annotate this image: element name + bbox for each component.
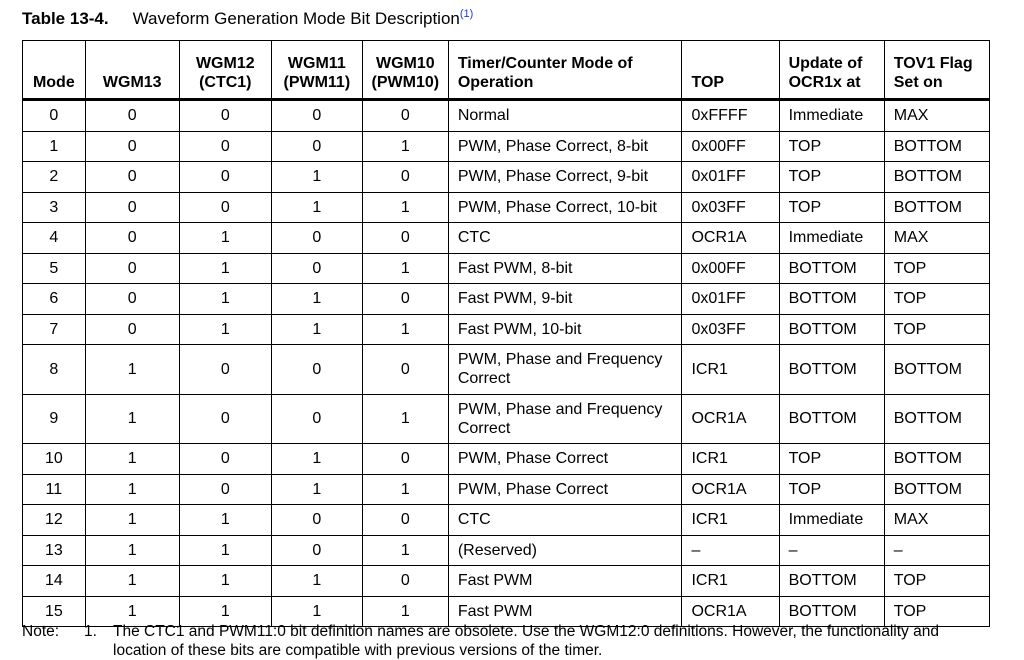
cell-mode: 13 xyxy=(23,535,86,566)
header-wgm13: WGM13 xyxy=(85,41,179,100)
cell-tov1-flag: BOTTOM xyxy=(884,394,989,444)
cell-mode: 14 xyxy=(23,566,86,597)
cell-wgm11: 0 xyxy=(271,131,362,162)
cell-top: ICR1 xyxy=(682,444,779,475)
cell-top: 0x00FF xyxy=(682,253,779,284)
cell-operation: CTC xyxy=(448,505,682,536)
cell-top: 0x03FF xyxy=(682,314,779,345)
cell-wgm11: 1 xyxy=(271,596,362,627)
cell-mode: 8 xyxy=(23,345,86,395)
header-mode: Mode xyxy=(23,41,86,100)
cell-wgm10: 1 xyxy=(362,474,448,505)
cell-top: 0x01FF xyxy=(682,284,779,315)
table-row xyxy=(23,535,990,566)
footnote-ref-link[interactable]: (1) xyxy=(459,8,474,20)
cell-tov1-flag: – xyxy=(884,535,989,566)
cell-tov1-flag: BOTTOM xyxy=(884,131,989,162)
cell-tov1-flag: BOTTOM xyxy=(884,474,989,505)
waveform-mode-table xyxy=(22,40,990,627)
table-row xyxy=(23,314,990,345)
cell-wgm12: 1 xyxy=(179,253,271,284)
cell-wgm11: 0 xyxy=(271,223,362,254)
cell-top: ICR1 xyxy=(682,566,779,597)
table-title: Waveform Generation Mode Bit Description xyxy=(132,9,460,28)
cell-wgm11: 1 xyxy=(271,314,362,345)
table-row xyxy=(23,192,990,223)
cell-wgm12: 0 xyxy=(179,474,271,505)
cell-wgm13: 0 xyxy=(85,100,179,132)
cell-wgm12: 0 xyxy=(179,444,271,475)
cell-mode: 0 xyxy=(23,100,86,132)
cell-mode: 1 xyxy=(23,131,86,162)
cell-operation: PWM, Phase Correct, 10-bit xyxy=(448,192,682,223)
table-row xyxy=(23,223,990,254)
cell-wgm12: 1 xyxy=(179,566,271,597)
table-row xyxy=(23,284,990,315)
cell-wgm11: 1 xyxy=(271,444,362,475)
cell-wgm13: 1 xyxy=(85,505,179,536)
note-text: The CTC1 and PWM11:0 bit definition names are obsolete. Use the WGM12:0 definitions. However, the functionality and location of these bits are compatible with previous versions of the timer. xyxy=(113,623,939,659)
cell-top: OCR1A xyxy=(682,474,779,505)
header-row xyxy=(23,41,990,100)
header-wgm10: WGM10 (PWM10) xyxy=(362,41,448,100)
cell-wgm11: 1 xyxy=(271,192,362,223)
cell-wgm11: 1 xyxy=(271,474,362,505)
header-wgm11: WGM11 (PWM11) xyxy=(271,41,362,100)
cell-wgm10: 0 xyxy=(362,284,448,315)
cell-wgm11: 0 xyxy=(271,535,362,566)
cell-wgm10: 0 xyxy=(362,162,448,193)
cell-wgm11: 1 xyxy=(271,162,362,193)
cell-wgm13: 1 xyxy=(85,596,179,627)
cell-wgm10: 1 xyxy=(362,314,448,345)
cell-operation: Fast PWM, 8-bit xyxy=(448,253,682,284)
table-row xyxy=(23,505,990,536)
cell-top: 0x03FF xyxy=(682,192,779,223)
cell-wgm10: 1 xyxy=(362,535,448,566)
table-row xyxy=(23,100,990,132)
cell-top: OCR1A xyxy=(682,596,779,627)
cell-update-ocr1x: BOTTOM xyxy=(779,596,884,627)
table-body xyxy=(23,100,990,627)
note-label: Note: xyxy=(22,623,60,640)
header-update-ocr1x: Update of OCR1x at xyxy=(779,41,884,100)
cell-operation: PWM, Phase Correct, 8-bit xyxy=(448,131,682,162)
cell-update-ocr1x: Immediate xyxy=(779,100,884,132)
cell-tov1-flag: BOTTOM xyxy=(884,444,989,475)
cell-wgm11: 0 xyxy=(271,253,362,284)
cell-wgm11: 0 xyxy=(271,505,362,536)
cell-wgm10: 0 xyxy=(362,100,448,132)
cell-operation: Fast PWM xyxy=(448,596,682,627)
cell-tov1-flag: TOP xyxy=(884,314,989,345)
cell-update-ocr1x: Immediate xyxy=(779,505,884,536)
cell-wgm13: 1 xyxy=(85,444,179,475)
cell-mode: 9 xyxy=(23,394,86,444)
cell-wgm12: 1 xyxy=(179,223,271,254)
header-wgm12: WGM12 (CTC1) xyxy=(179,41,271,100)
cell-wgm10: 1 xyxy=(362,131,448,162)
cell-update-ocr1x: TOP xyxy=(779,131,884,162)
cell-operation: Fast PWM, 9-bit xyxy=(448,284,682,315)
table-number: Table 13-4. xyxy=(22,9,109,28)
cell-top: 0x00FF xyxy=(682,131,779,162)
cell-top: OCR1A xyxy=(682,223,779,254)
note-index: 1. xyxy=(84,623,97,640)
cell-wgm12: 0 xyxy=(179,162,271,193)
cell-wgm11: 1 xyxy=(271,566,362,597)
cell-tov1-flag: MAX xyxy=(884,505,989,536)
cell-update-ocr1x: BOTTOM xyxy=(779,345,884,395)
cell-top: ICR1 xyxy=(682,345,779,395)
cell-update-ocr1x: Immediate xyxy=(779,223,884,254)
cell-tov1-flag: MAX xyxy=(884,100,989,132)
cell-mode: 3 xyxy=(23,192,86,223)
cell-wgm13: 0 xyxy=(85,192,179,223)
cell-wgm10: 0 xyxy=(362,223,448,254)
cell-mode: 15 xyxy=(23,596,86,627)
cell-wgm12: 0 xyxy=(179,394,271,444)
cell-tov1-flag: BOTTOM xyxy=(884,162,989,193)
cell-update-ocr1x: BOTTOM xyxy=(779,394,884,444)
cell-tov1-flag: MAX xyxy=(884,223,989,254)
cell-mode: 7 xyxy=(23,314,86,345)
cell-wgm13: 0 xyxy=(85,314,179,345)
cell-wgm13: 0 xyxy=(85,253,179,284)
cell-wgm13: 1 xyxy=(85,394,179,444)
cell-tov1-flag: TOP xyxy=(884,596,989,627)
cell-tov1-flag: TOP xyxy=(884,253,989,284)
cell-mode: 12 xyxy=(23,505,86,536)
table-row xyxy=(23,474,990,505)
cell-update-ocr1x: TOP xyxy=(779,192,884,223)
cell-wgm10: 1 xyxy=(362,253,448,284)
cell-wgm12: 1 xyxy=(179,505,271,536)
cell-operation: (Reserved) xyxy=(448,535,682,566)
cell-update-ocr1x: BOTTOM xyxy=(779,314,884,345)
cell-tov1-flag: BOTTOM xyxy=(884,345,989,395)
cell-top: 0xFFFF xyxy=(682,100,779,132)
cell-operation: PWM, Phase Correct xyxy=(448,444,682,475)
cell-tov1-flag: BOTTOM xyxy=(884,192,989,223)
cell-wgm10: 0 xyxy=(362,505,448,536)
cell-tov1-flag: TOP xyxy=(884,284,989,315)
cell-wgm13: 0 xyxy=(85,131,179,162)
cell-wgm10: 1 xyxy=(362,394,448,444)
cell-operation: Fast PWM, 10-bit xyxy=(448,314,682,345)
table-row xyxy=(23,131,990,162)
cell-mode: 11 xyxy=(23,474,86,505)
cell-wgm12: 1 xyxy=(179,535,271,566)
cell-top: ICR1 xyxy=(682,505,779,536)
header-tov1-flag: TOV1 Flag Set on xyxy=(884,41,989,100)
cell-wgm12: 1 xyxy=(179,596,271,627)
cell-wgm10: 1 xyxy=(362,192,448,223)
cell-wgm13: 0 xyxy=(85,162,179,193)
cell-mode: 2 xyxy=(23,162,86,193)
cell-operation: PWM, Phase Correct xyxy=(448,474,682,505)
cell-mode: 5 xyxy=(23,253,86,284)
cell-operation: Fast PWM xyxy=(448,566,682,597)
cell-wgm13: 0 xyxy=(85,223,179,254)
cell-top: 0x01FF xyxy=(682,162,779,193)
cell-top: – xyxy=(682,535,779,566)
cell-operation: PWM, Phase Correct, 9-bit xyxy=(448,162,682,193)
cell-operation: Normal xyxy=(448,100,682,132)
cell-wgm10: 0 xyxy=(362,444,448,475)
header-mode-of-operation: Timer/Counter Mode of Operation xyxy=(448,41,682,100)
cell-wgm12: 0 xyxy=(179,192,271,223)
table-row xyxy=(23,345,990,395)
cell-wgm11: 1 xyxy=(271,284,362,315)
cell-wgm12: 1 xyxy=(179,284,271,315)
cell-wgm12: 0 xyxy=(179,131,271,162)
cell-wgm13: 1 xyxy=(85,345,179,395)
cell-wgm12: 0 xyxy=(179,100,271,132)
cell-update-ocr1x: BOTTOM xyxy=(779,284,884,315)
table-row xyxy=(23,444,990,475)
cell-tov1-flag: TOP xyxy=(884,566,989,597)
cell-update-ocr1x: BOTTOM xyxy=(779,253,884,284)
cell-wgm12: 1 xyxy=(179,314,271,345)
cell-update-ocr1x: TOP xyxy=(779,444,884,475)
table-caption xyxy=(22,8,473,34)
table-row xyxy=(23,253,990,284)
cell-wgm13: 0 xyxy=(85,284,179,315)
cell-wgm13: 1 xyxy=(85,535,179,566)
cell-operation: PWM, Phase and Frequency Correct xyxy=(448,345,682,395)
cell-wgm11: 0 xyxy=(271,394,362,444)
header-top: TOP xyxy=(682,41,779,100)
cell-wgm13: 1 xyxy=(85,474,179,505)
cell-wgm11: 0 xyxy=(271,100,362,132)
cell-top: OCR1A xyxy=(682,394,779,444)
cell-wgm10: 0 xyxy=(362,566,448,597)
cell-mode: 10 xyxy=(23,444,86,475)
cell-operation: CTC xyxy=(448,223,682,254)
cell-mode: 6 xyxy=(23,284,86,315)
cell-update-ocr1x: BOTTOM xyxy=(779,566,884,597)
table-row xyxy=(23,394,990,444)
cell-update-ocr1x: TOP xyxy=(779,162,884,193)
cell-update-ocr1x: – xyxy=(779,535,884,566)
cell-wgm12: 0 xyxy=(179,345,271,395)
cell-wgm11: 0 xyxy=(271,345,362,395)
table-row xyxy=(23,566,990,597)
cell-operation: PWM, Phase and Frequency Correct xyxy=(448,394,682,444)
cell-mode: 4 xyxy=(23,223,86,254)
cell-wgm10: 0 xyxy=(362,345,448,395)
cell-update-ocr1x: TOP xyxy=(779,474,884,505)
cell-wgm10: 1 xyxy=(362,596,448,627)
cell-wgm13: 1 xyxy=(85,566,179,597)
table-row xyxy=(23,162,990,193)
